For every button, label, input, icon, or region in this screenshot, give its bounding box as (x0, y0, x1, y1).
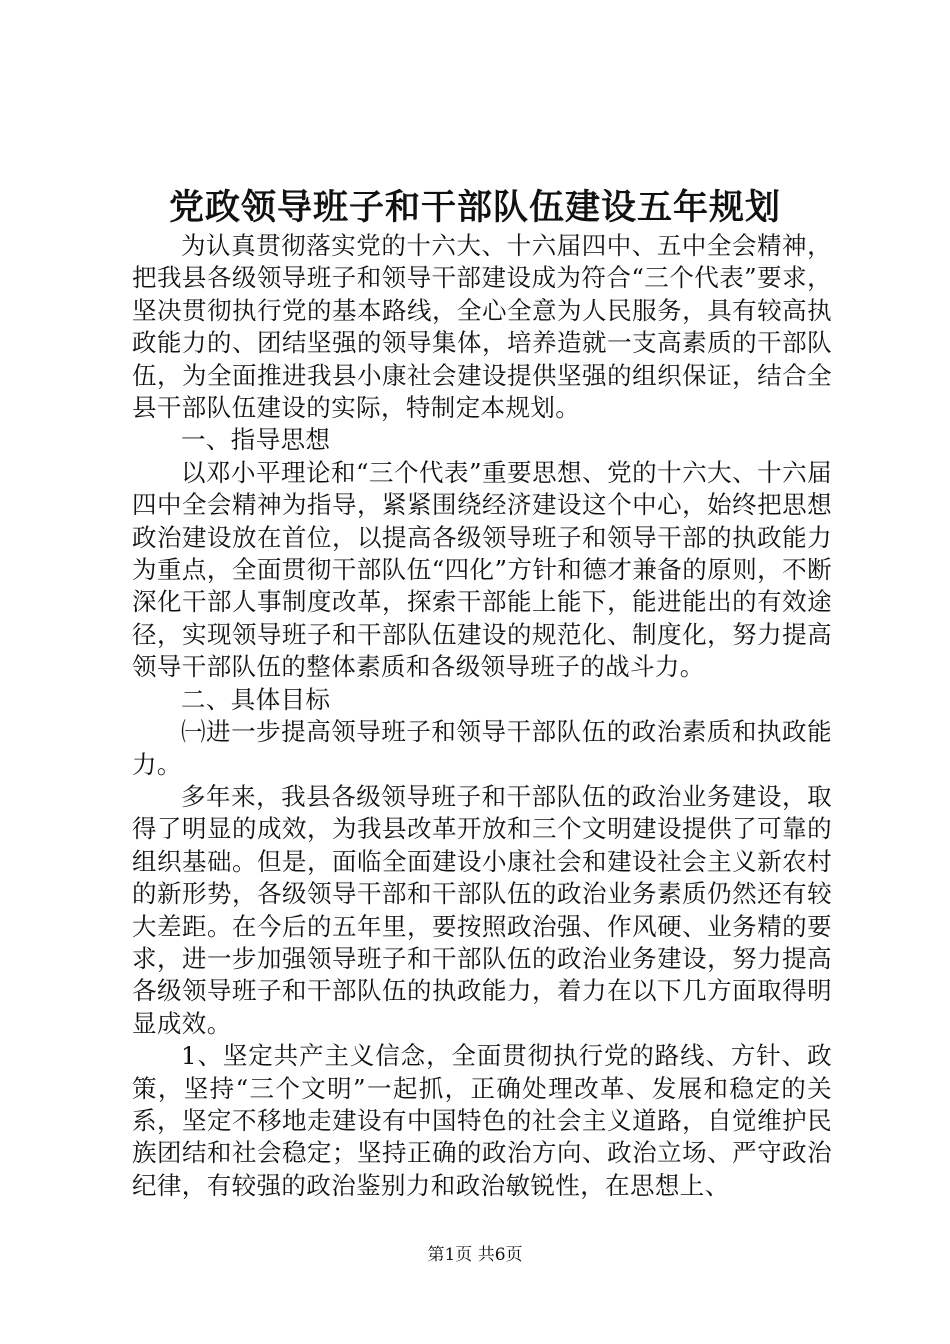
subsection-heading-1: ㈠进一步提高领导班子和领导干部队伍的政治素质和执政能力。 (132, 717, 832, 779)
goals-paragraph: 多年来，我县各级领导班子和干部队伍的政治业务建设，取得了明显的成效，为我县改革开放和三个文明建设提供了可靠的组织基础。但是，面临全面建设小康社会和建设社会主义新农村的新形势，各级领导干部和干部队伍的政治业务素质仍然还有较大差距。在今后的五年里，要按照政治强、作风硬、业务精的要求，进一步加强领导班子和干部队伍的政治业务建设，努力提高各级领导班子和干部队伍的执政能力，着力在以下几方面取得明显成效。 (132, 781, 832, 1038)
section-heading-specific-goals: 二、具体目标 (181, 684, 331, 714)
page-footer: 第1页 共6页 (427, 1245, 523, 1265)
section-heading-guiding-thought: 一、指导思想 (181, 425, 331, 455)
document-title: 党政领导班子和干部队伍建设五年规划 (168, 187, 781, 228)
document-body (132, 230, 832, 1202)
guiding-thought-paragraph: 以邓小平理论和“三个代表”重要思想、党的十六大、十六届四中全会精神为指导，紧紧围绕经济建设这个中心，始终把思想政治建设放在首位，以提高各级领导班子和领导干部的执政能力为重点，全面贯彻干部队伍“四化”方针和德才兼备的原则，不断深化干部人事制度改革，探索干部能上能下，能进能出的有效途径，实现领导班子和干部队伍建设的规范化、制度化，努力提高领导干部队伍的整体素质和各级领导班子的战斗力。 (132, 457, 832, 682)
item-1-paragraph: 1、坚定共产主义信念，全面贯彻执行党的路线、方针、政策，坚持“三个文明”一起抓，正确处理改革、发展和稳定的关系，坚定不移地走建设有中国特色的社会主义道路，自觉维护民族团结和社会稳定；坚持正确的政治方向、政治立场、严守政治纪律，有较强的政治鉴别力和政治敏锐性，在思想上、 (132, 1041, 832, 1200)
intro-paragraph: 为认真贯彻落实党的十六大、十六届四中、五中全会精神，把我县各级领导班子和领导干部建设成为符合“三个代表”要求，坚决贯彻执行党的基本路线，全心全意为人民服务，具有较高执政能力的、团结坚强的领导集体，培养造就一支高素质的干部队伍，为全面推进我县小康社会建设提供坚强的组织保证，结合全县干部队伍建设的实际，特制定本规划。 (132, 231, 832, 423)
